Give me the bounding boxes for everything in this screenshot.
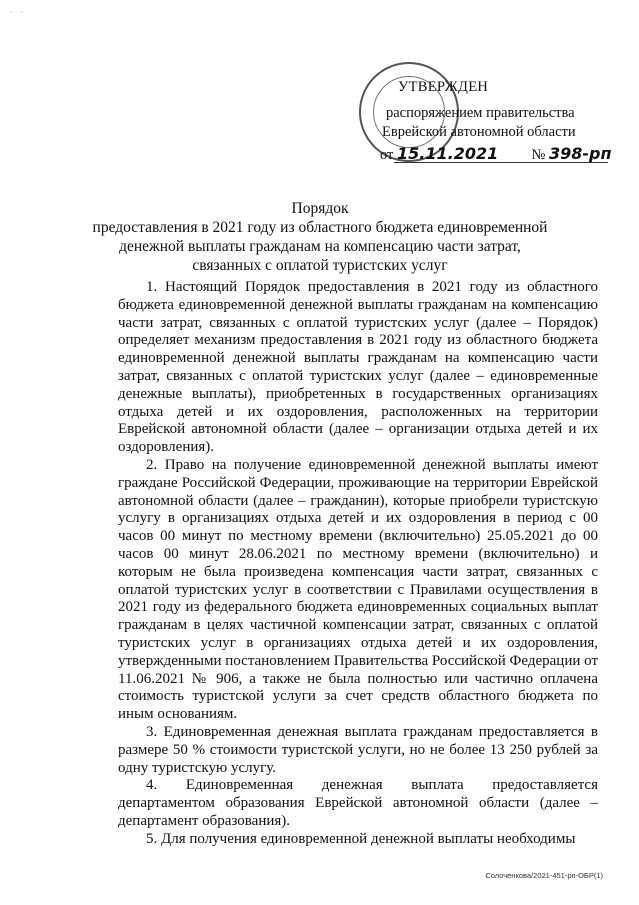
approval-line-2: Еврейской автономной области xyxy=(382,124,576,140)
approval-heading: УТВЕРЖДЕН xyxy=(398,79,489,95)
scan-corner-mark: · · xyxy=(10,8,27,17)
footer-document-code: Солоченкова/2021-451-рп-ОБР(1) xyxy=(485,871,603,880)
paragraph-4: 4. Единовременная денежная выплата предоставляется департаментом образования Еврейской автономной области (далее – департамент образования). xyxy=(118,777,598,829)
title-line-4: связанных с оплатой туристских услуг xyxy=(192,257,448,274)
paragraph-2: 2. Право на получение единовременной денежной выплаты имеют граждане Российской Федерации, проживающие на территории Еврейской автономной области (далее – гражданин), которые приобрели туристскую услугу в организациях отдыха детей и их оздоровления в период с 00 часов 00 минут по местному времени (включительно) 25.05.2021 до 00 часов 00 минут 28.06.2021 по местному времени (включительно) и которым не была произведена компенсация части затрат, связанных с оплатой туристских услуг в соответствии с Правилами осуществления в 2021 году из федерального бюджета единовременных социальных выплат гражданам в целях частичной компенсации затрат, связанных с оплатой туристских услуг в организациях отдыха детей и их оздоровления, утвержденными постановлением Правительства Российской Федерации от 11.06.2021 № 906, а также не была полностью или частично оплачена стоимость туристской услуги за счет средств областного бюджета по иным основаниям. xyxy=(118,456,598,723)
document-body xyxy=(118,279,598,849)
approval-number: 398-рп xyxy=(548,144,612,163)
paragraph-5: 5. Для получения единовременной денежной выплаты необходимы xyxy=(146,830,576,847)
title-line-3: денежной выплаты гражданам на компенсацию части затрат, xyxy=(119,238,521,255)
document-title xyxy=(60,199,580,275)
title-line-1: Порядок xyxy=(291,200,349,217)
paragraph-3: 3. Единовременная денежная выплата гражданам предоставляется в размере 50 % стоимости туристской услуги, но не более 13 250 рублей за одну туристскую услугу. xyxy=(118,723,598,776)
approval-date: 15.11.2021 xyxy=(397,144,499,163)
number-prefix: № xyxy=(531,147,546,163)
date-prefix: от xyxy=(380,147,394,163)
date-underline xyxy=(394,162,608,163)
title-line-2: предоставления в 2021 году из областного бюджета единовременной xyxy=(92,219,548,236)
paragraph-1: 1. Настоящий Порядок предоставления в 2021 году из областного бюджета единовременной денежной выплаты гражданам на компенсацию части затрат, связанных с оплатой туристских услуг (далее – Порядок) определяет механизм предоставления в 2021 году из областного бюджета единовременной денежной выплаты гражданам на компенсацию части затрат, связанных с оплатой туристских услуг (далее – единовременные денежные выплаты), приобретенных в государственных организациях отдыха детей и их оздоровления, расположенных на территории Еврейской автономной области (далее – организации отдыха детей и их оздоровления). xyxy=(118,279,598,456)
approval-line-1: распоряжением правительства xyxy=(386,105,575,121)
